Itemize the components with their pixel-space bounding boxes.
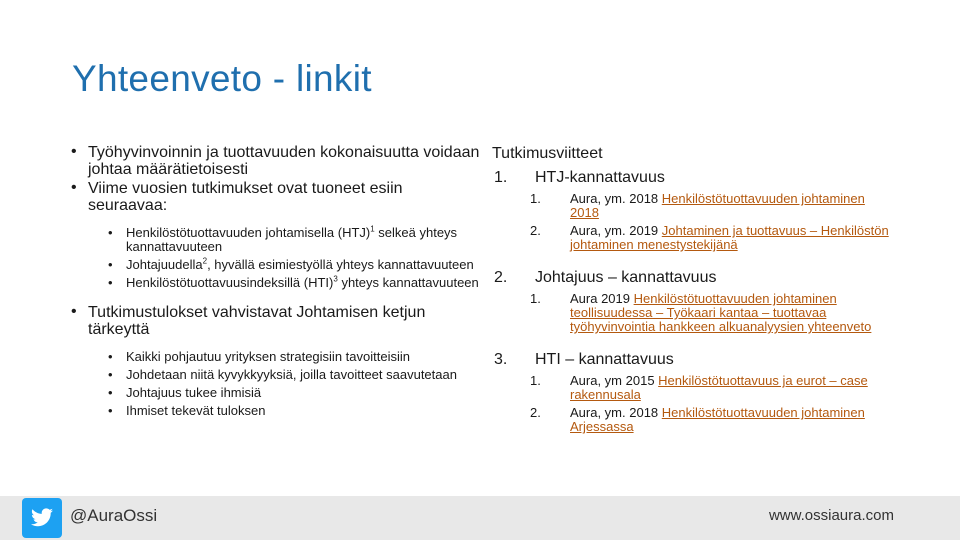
reference-section-leadership (492, 268, 892, 287)
bullet-research (68, 180, 480, 214)
references-heading: Tutkimusviitteet (492, 145, 603, 162)
slide-title: Yhteenveto - linkit (72, 58, 372, 99)
bullet-icon: • (108, 403, 113, 418)
sub-bullet-text: yhteys kannattavuuteen (337, 275, 479, 290)
section-title: HTI – kannattavuus (535, 351, 674, 368)
reference-item (492, 292, 892, 334)
reference-number: 2. (530, 223, 541, 238)
reference-item (492, 406, 892, 434)
bullet-icon: • (108, 349, 113, 364)
sub-bullet-results (68, 404, 480, 418)
sub-bullet-text: Ihmiset tekevät tuloksen (126, 403, 266, 418)
reference-text: Aura, ym 2015 (570, 373, 659, 388)
reference-number: 1. (530, 373, 541, 388)
bullet-text: Viime vuosien tutkimukset ovat tuoneet esiin seuraavaa: (88, 180, 403, 214)
reference-number: 2. (530, 405, 541, 420)
sub-bullet-text: , hyvällä esimiestyöllä yhteys kannattavuuteen (207, 257, 474, 272)
reference-link-johtaminen-tuottavuus[interactable]: Johtaminen ja tuottavuus – Henkilöstön johtaminen menestystekijänä (570, 223, 889, 252)
website-link[interactable]: www.ossiaura.com (768, 507, 894, 524)
bullet-icon: • (108, 275, 113, 290)
sub-bullet-strategy (68, 350, 480, 364)
bullet-icon: • (71, 143, 77, 160)
reference-item (492, 374, 892, 402)
reference-text: Aura, ym. 2018 (570, 191, 662, 206)
reference-number: 1. (530, 291, 541, 306)
section-number: 3. (494, 351, 508, 368)
bullet-icon: • (108, 257, 113, 272)
footer-bar (0, 496, 960, 540)
bullet-icon: • (108, 225, 113, 240)
bullet-icon: • (108, 367, 113, 382)
sub-bullet-text: Kaikki pohjautuu yrityksen strategisiin tavoitteisiin (126, 349, 410, 364)
sub-bullet-text: Johtajuudella (126, 257, 203, 272)
bullet-productivity (68, 144, 480, 178)
sub-bullet-text: selkeä yhteys kannattavuuteen (126, 225, 458, 254)
footnote-2: 2 (202, 256, 208, 266)
reference-section-hti (492, 350, 892, 369)
bullet-text: Työhyvinvoinnin ja tuottavuuden kokonaisuutta voidaan johtaa määrätietoisesti (88, 144, 480, 178)
sub-bullet-text: Henkilöstötuottavuusindeksillä (HTI) (126, 275, 334, 290)
references-column (492, 144, 892, 438)
section-title: Johtajuus – kannattavuus (535, 269, 717, 286)
bullet-text: Tutkimustulokset vahvistavat Johtamisen ketjun tärkeyttä (88, 304, 426, 338)
reference-link-teollisuus[interactable]: Henkilöstötuottavuuden johtaminen teollisuudessa – Työkaari kantaa – tuottavaa työhyvinvointia hankkeen alkuanalyysien yhteenveto (570, 291, 872, 334)
reference-text: Aura, ym. 2019 (570, 223, 662, 238)
sub-bullet-text: Johtajuus tukee ihmisiä (126, 385, 262, 400)
sub-bullet-htj (68, 226, 480, 254)
reference-section-htj (492, 168, 892, 187)
reference-item (492, 224, 892, 252)
sub-bullet-support (68, 386, 480, 400)
footnote-3: 3 (333, 274, 338, 284)
bullet-icon: • (71, 179, 77, 196)
section-number: 2. (494, 269, 508, 286)
section-number: 1. (494, 169, 508, 186)
twitter-handle[interactable]: @AuraOssi (70, 506, 158, 525)
reference-item (492, 192, 892, 220)
bullet-icon: • (71, 303, 77, 320)
reference-number: 1. (530, 191, 541, 206)
reference-text: Aura, ym. 2018 (570, 405, 662, 420)
reference-link-arjessa[interactable]: Henkilöstötuottavuuden johtaminen Arjessassa (570, 405, 865, 434)
section-title: HTJ-kannattavuus (535, 169, 665, 186)
summary-column (68, 144, 480, 422)
bullet-leadership-chain (68, 304, 480, 338)
sub-bullet-text: Johdetaan niitä kyvykkyyksiä, joilla tavoitteet saavutetaan (126, 367, 457, 382)
sub-bullet-leadership (68, 258, 480, 272)
sub-bullet-capabilities (68, 368, 480, 382)
sub-bullet-hti (68, 276, 480, 290)
bullet-icon: • (108, 385, 113, 400)
sub-bullet-text: Henkilöstötuottavuuden johtamisella (HTJ) (126, 225, 371, 240)
footnote-1: 1 (370, 224, 375, 234)
reference-text: Aura 2019 (570, 291, 634, 306)
reference-link-rakennusala[interactable]: Henkilöstötuottavuus ja eurot – case rakennusala (570, 373, 868, 402)
twitter-bird-icon[interactable] (22, 498, 62, 538)
reference-link-htj-2018[interactable]: Henkilöstötuottavuuden johtaminen 2018 (570, 191, 865, 220)
